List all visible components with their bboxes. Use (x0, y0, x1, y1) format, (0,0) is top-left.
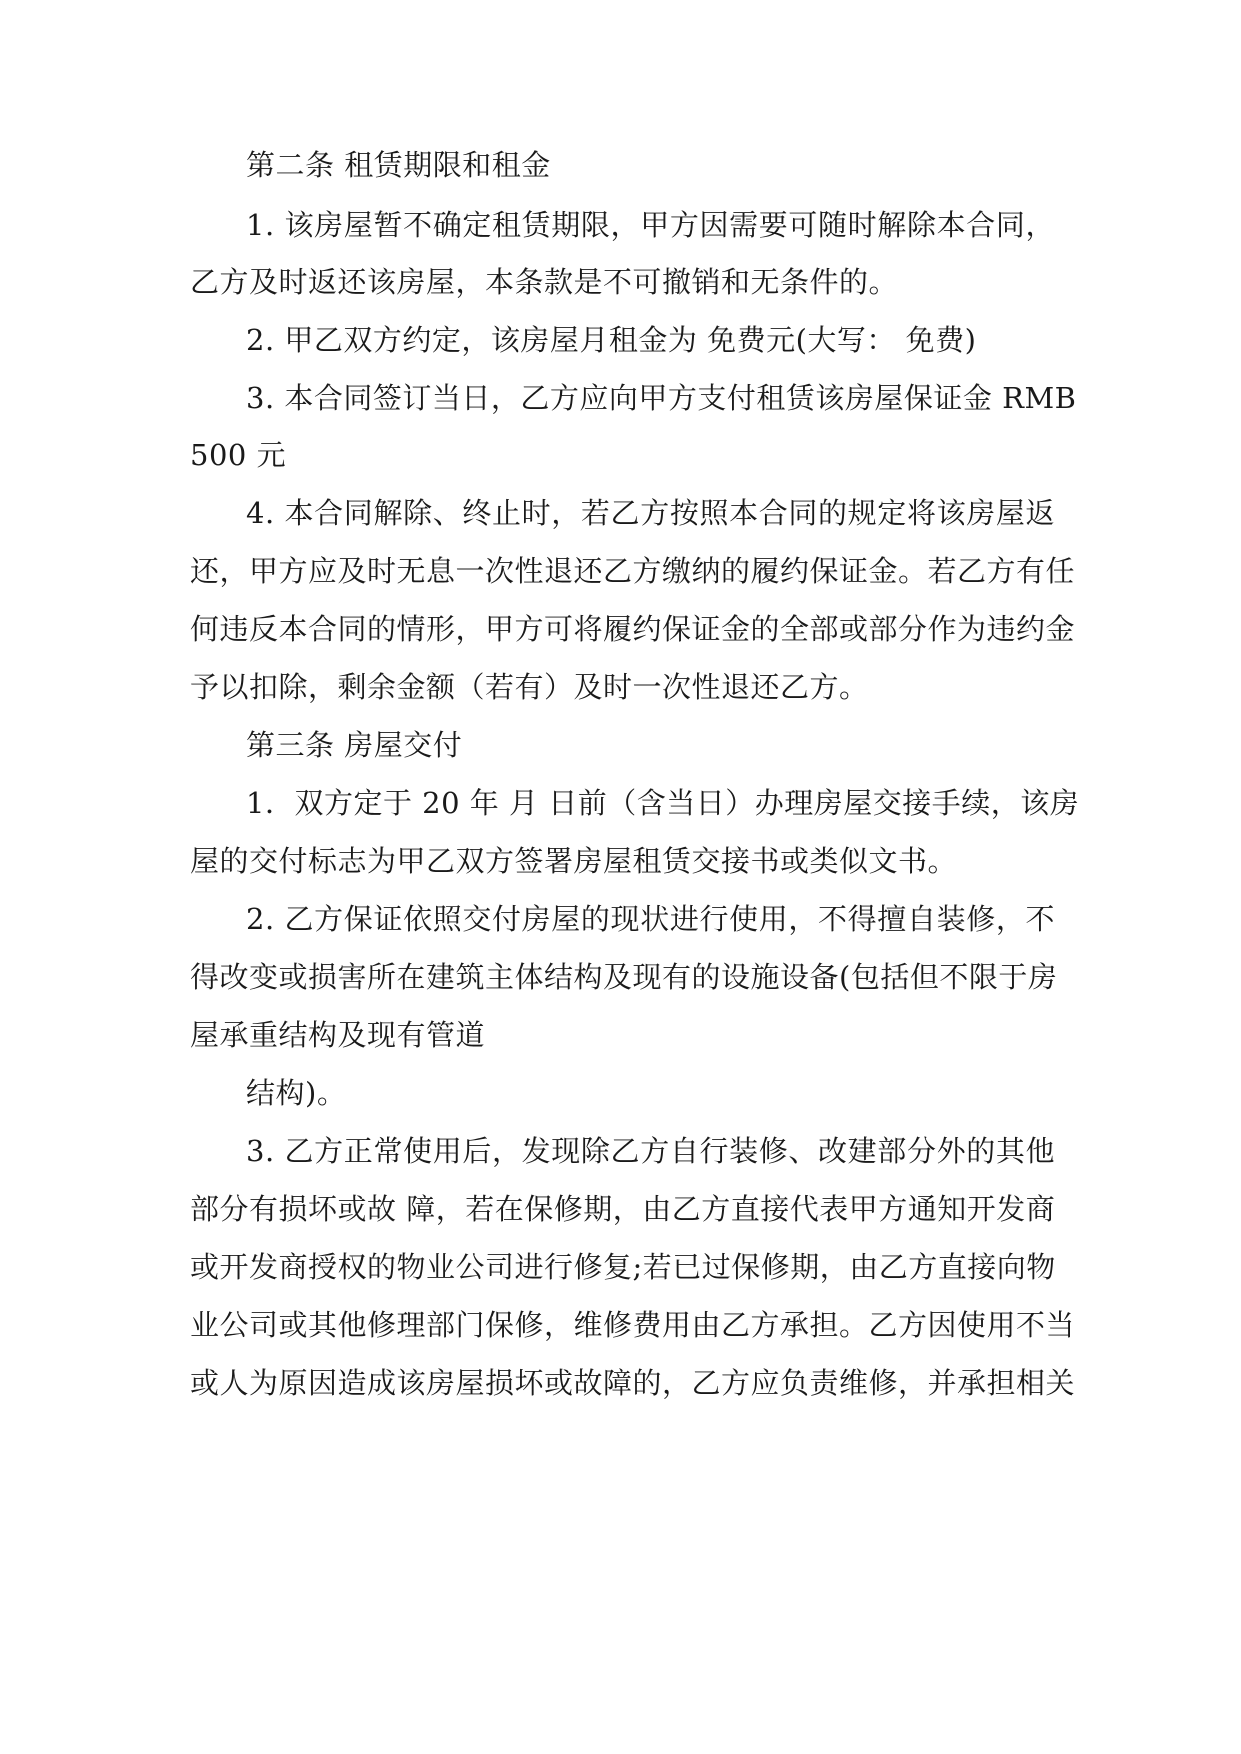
text-line: 500 元 (190, 438, 287, 472)
text-line: 1．双方定于 20 年 月 日前（含当日）办理房屋交接手续，该房 (246, 786, 1080, 820)
text-line: 或开发商授权的物业公司进行修复;若已过保修期，由乙方直接向物 (190, 1250, 1056, 1284)
text-line: 3. 本合同签订当日，乙方应向甲方支付租赁该房屋保证金 RMB (246, 381, 1077, 415)
text-line: 2. 乙方保证依照交付房屋的现状进行使用，不得擅自装修，不 (246, 902, 1055, 936)
text-line: 屋承重结构及现有管道 (190, 1018, 486, 1052)
text-line: 3. 乙方正常使用后，发现除乙方自行装修、改建部分外的其他 (246, 1134, 1055, 1168)
text-line: 结构)。 (246, 1076, 347, 1110)
text-line: 何违反本合同的情形，甲方可将履约保证金的全部或部分作为违约金 (190, 612, 1076, 646)
text-line: 屋的交付标志为甲乙双方签署房屋租赁交接书或类似文书。 (190, 844, 958, 878)
text-line: 2. 甲乙双方约定，该房屋月租金为 免费元(大写： 免费) (246, 323, 977, 357)
text-line: 予以扣除，剩余金额（若有）及时一次性退还乙方。 (190, 670, 869, 704)
text-line: 4. 本合同解除、终止时，若乙方按照本合同的规定将该房屋返 (246, 496, 1055, 530)
text-line: 1. 该房屋暂不确定租赁期限，甲方因需要可随时解除本合同， (246, 208, 1055, 242)
article-2-heading: 第二条 租赁期限和租金 (246, 148, 551, 182)
text-line: 业公司或其他修理部门保修，维修费用由乙方承担。乙方因使用不当 (190, 1308, 1076, 1342)
text-line: 得改变或损害所在建筑主体结构及现有的设施设备(包括但不限于房 (190, 960, 1058, 994)
text-line: 还，甲方应及时无息一次性退还乙方缴纳的履约保证金。若乙方有任 (190, 554, 1076, 588)
text-line: 部分有损坏或故 障，若在保修期，由乙方直接代表甲方通知开发商 (190, 1192, 1056, 1226)
text-line: 乙方及时返还该房屋，本条款是不可撤销和无条件的。 (190, 265, 899, 299)
text-line: 或人为原因造成该房屋损坏或故障的，乙方应负责维修，并承担相关 (190, 1366, 1076, 1400)
article-3-heading: 第三条 房屋交付 (246, 728, 463, 762)
